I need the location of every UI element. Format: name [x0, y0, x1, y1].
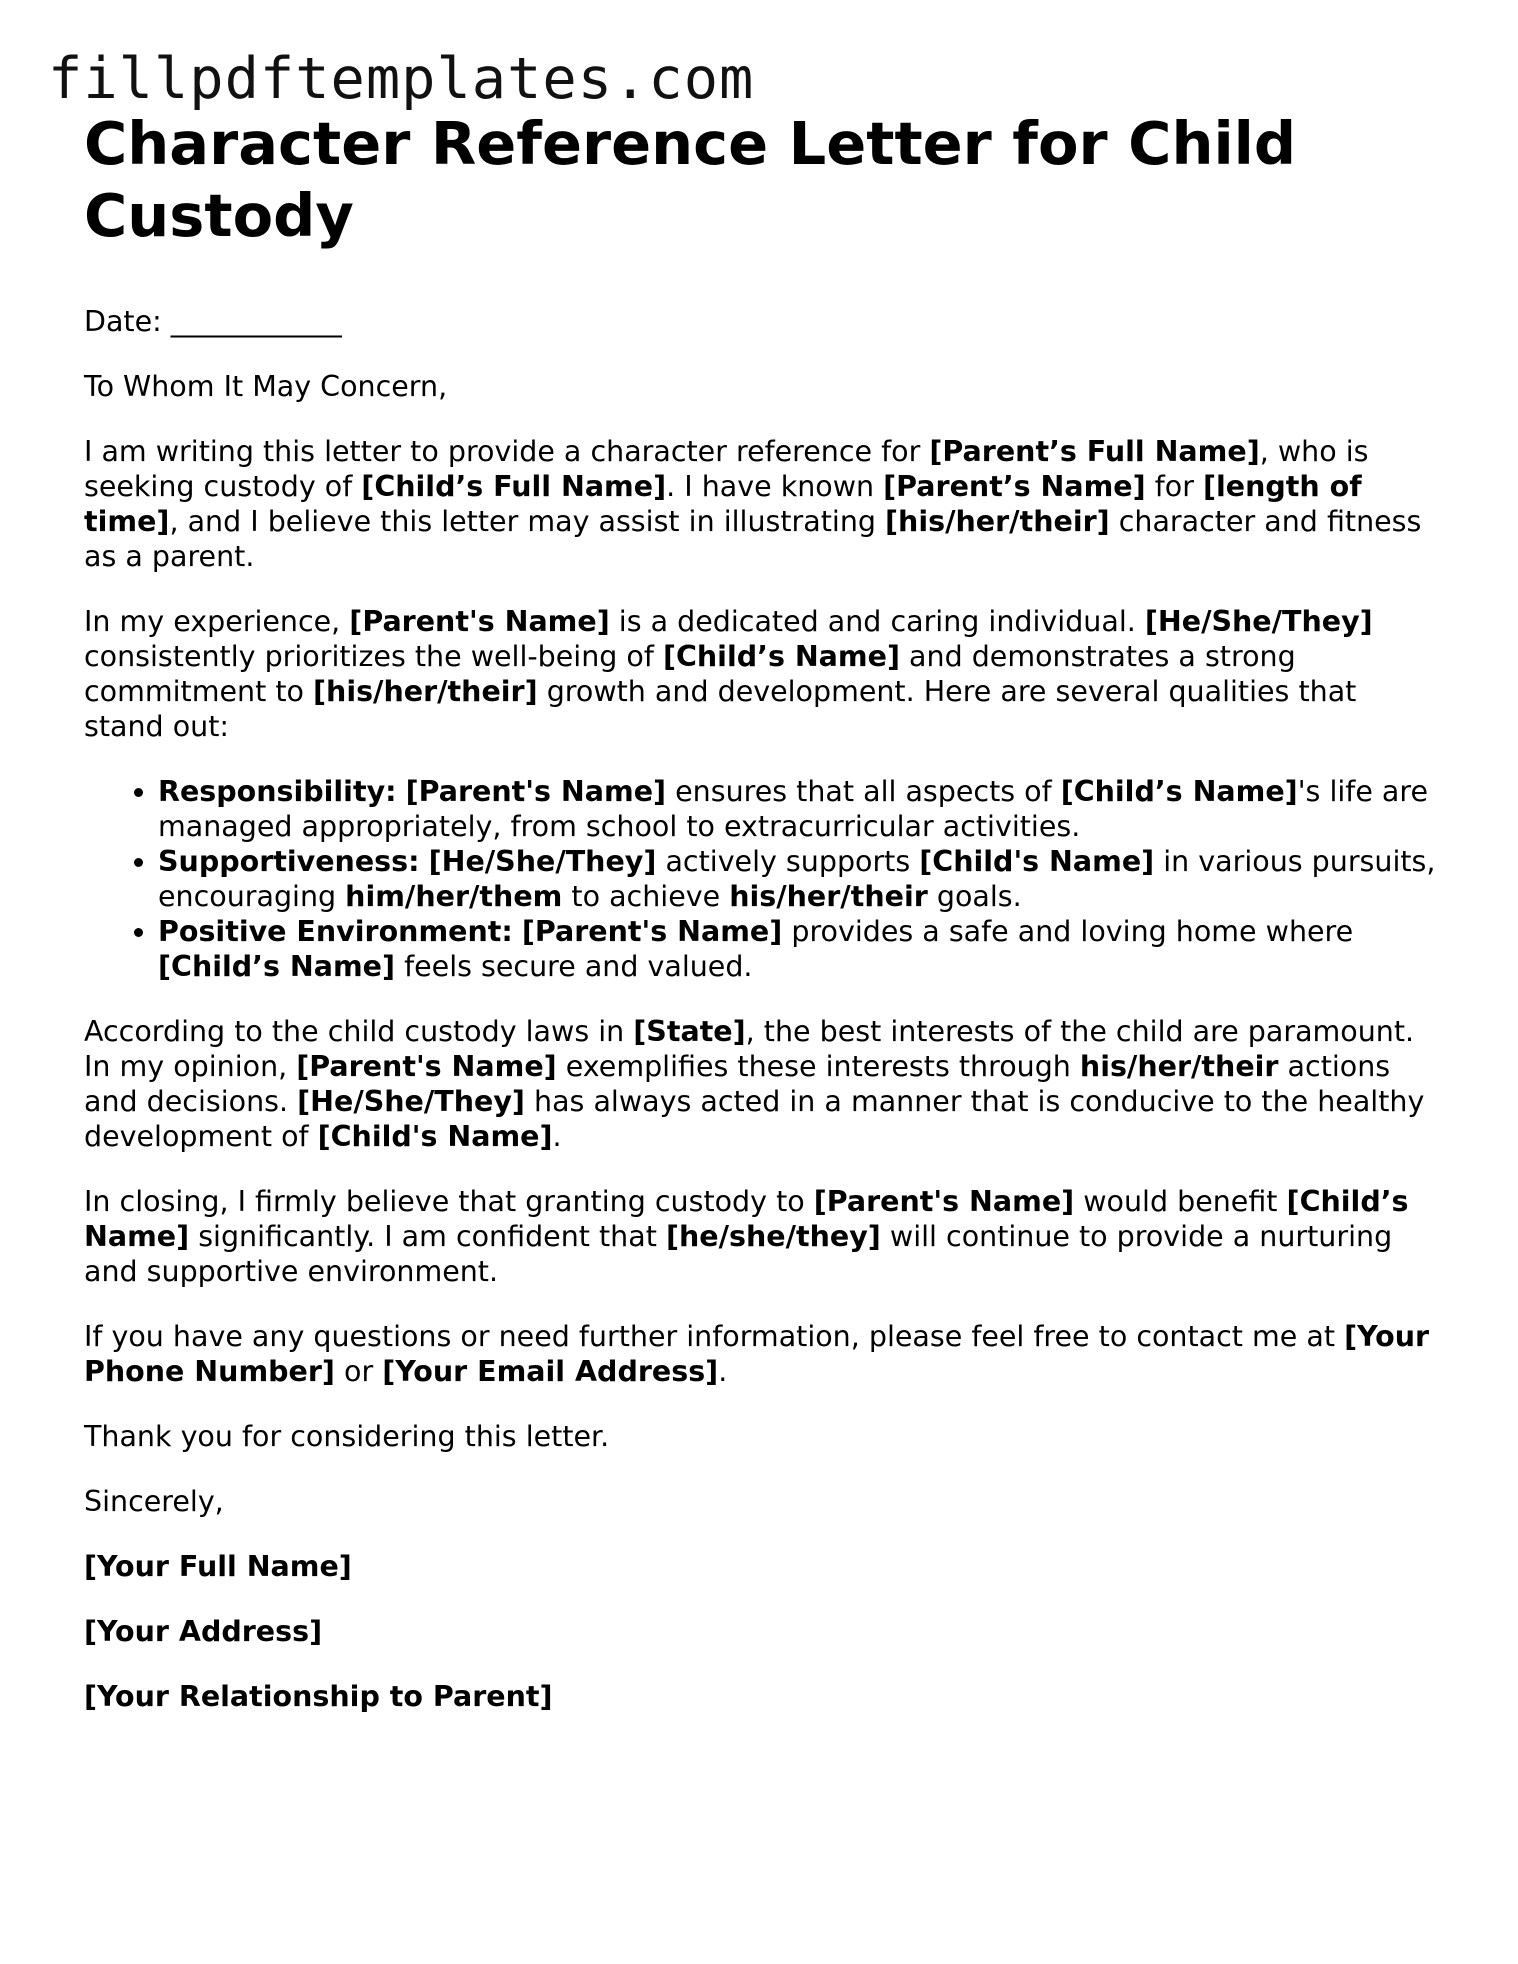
placeholder-phone-number: [Your Phone Number] [84, 1320, 1430, 1388]
quality-label: Responsibility: [158, 775, 397, 808]
list-item [158, 914, 1444, 984]
text-segment: I am writing this letter to provide a character reference for [84, 435, 930, 468]
thanks-line: Thank you for considering this letter. [84, 1420, 610, 1453]
placeholder-child-name: [Child's Name] [317, 1120, 553, 1153]
text-segment: and demonstrates a strong commitment to [84, 640, 1296, 708]
placeholder-state: [State] [633, 1015, 746, 1048]
text-segment: to achieve [562, 880, 730, 913]
placeholder-child-name: [Child’s Name] [84, 1185, 1409, 1253]
placeholder-pronoun: his/her/their [729, 880, 928, 913]
text-segment: or [334, 1355, 383, 1388]
text-segment: for [1145, 470, 1203, 503]
placeholder-length-of-time: [length of time] [84, 470, 1362, 538]
signature-address: [Your Address] [84, 1615, 323, 1648]
paragraph-closing [84, 1184, 1444, 1289]
text-segment: growth and development. Here are several qualities that stand out: [84, 675, 1357, 743]
watermark: fillpdftemplates.com [48, 46, 755, 112]
text-segment: . I have known [666, 470, 884, 503]
signature-relationship: [Your Relationship to Parent] [84, 1680, 553, 1713]
text-segment: exemplifies these interests through [556, 1050, 1080, 1083]
text-segment: , and I believe this letter may assist in illustrating [169, 505, 886, 538]
placeholder-pronoun: him/her/them [345, 880, 563, 913]
date-line: Date: ____________ [84, 305, 342, 338]
text-segment: If you have any questions or need further information, please feel free to contact me at [84, 1320, 1345, 1353]
quality-label: Supportiveness: [158, 845, 420, 878]
placeholder-parent-name: [Parent's Name] [521, 915, 783, 948]
list-item [158, 844, 1444, 914]
letter-page [84, 108, 1444, 1714]
text-segment: ensures that all aspects of [666, 775, 1061, 808]
text-segment: , the best interests of the child are paramount. In my opinion, [84, 1015, 1415, 1083]
text-segment: is a dedicated and caring individual. [609, 605, 1145, 638]
text-segment: feels secure and valued. [395, 950, 753, 983]
text-segment: significantly. I am confident that [189, 1220, 666, 1253]
paragraph-contact [84, 1319, 1444, 1389]
text-segment: provides a safe and loving home where [782, 915, 1354, 948]
page-title: Character Reference Letter for Child Custody [84, 109, 1297, 250]
placeholder-pronoun: [his/her/their] [885, 505, 1110, 538]
placeholder-child-name: [Child’s Name] [158, 950, 396, 983]
paragraph-laws [84, 1014, 1444, 1154]
text-segment: . [718, 1355, 728, 1388]
placeholder-pronoun: [He/She/They] [1144, 605, 1373, 638]
placeholder-email-address: [Your Email Address] [382, 1355, 719, 1388]
placeholder-child-name: [Child’s Name] [662, 640, 900, 673]
text-segment: actions and decisions. [84, 1050, 1391, 1118]
qualities-list [84, 774, 1444, 984]
text-segment: consistently prioritizes the well-being of [84, 640, 663, 673]
placeholder-pronoun: his/her/their [1079, 1050, 1279, 1083]
text-segment: In my experience, [84, 605, 350, 638]
text-segment: In closing, I firmly believe that granting custody to [84, 1185, 814, 1218]
placeholder-parent-name: [Parent's Name] [296, 1050, 557, 1083]
placeholder-parent-name: [Parent's Name] [813, 1185, 1075, 1218]
placeholder-parent-name: [Parent’s Name] [883, 470, 1146, 503]
placeholder-parent-name: [Parent's Name] [349, 605, 610, 638]
placeholder-pronoun: [He/She/They] [297, 1085, 525, 1118]
placeholder-pronoun: [He/She/They] [428, 845, 657, 878]
text-segment: character and fitness as a parent. [84, 505, 1422, 573]
text-segment: , who is seeking custody of [84, 435, 1369, 503]
signature-name: [Your Full Name] [84, 1550, 352, 1583]
placeholder-parent-name: [Parent's Name] [405, 775, 667, 808]
text-segment: 's life are managed appropriately, from school to extracurricular activities. [158, 775, 1429, 843]
placeholder-pronoun: [he/she/they] [665, 1220, 881, 1253]
placeholder-child-name: [Child’s Name] [1060, 775, 1298, 808]
paragraph-experience [84, 604, 1444, 744]
quality-label: Positive Environment: [158, 915, 513, 948]
text-segment: goals. [927, 880, 1022, 913]
text-segment: has always acted in a manner that is conducive to the healthy development of [84, 1085, 1425, 1153]
text-segment: in various pursuits, encouraging [158, 845, 1436, 913]
text-segment: will continue to provide a nurturing and supportive environment. [84, 1220, 1393, 1288]
placeholder-child-full-name: [Child’s Full Name] [361, 470, 667, 503]
text-segment: According to the child custody laws in [84, 1015, 634, 1048]
salutation: To Whom It May Concern, [84, 370, 448, 403]
text-segment: . [552, 1120, 562, 1153]
list-item [158, 774, 1444, 844]
text-segment: would benefit [1074, 1185, 1287, 1218]
closing-line: Sincerely, [84, 1485, 224, 1518]
placeholder-parent-full-name: [Parent’s Full Name] [929, 435, 1260, 468]
placeholder-pronoun: [his/her/their] [313, 675, 538, 708]
paragraph-intro [84, 434, 1444, 574]
text-segment: actively supports [656, 845, 920, 878]
placeholder-child-name: [Child's Name] [919, 845, 1155, 878]
